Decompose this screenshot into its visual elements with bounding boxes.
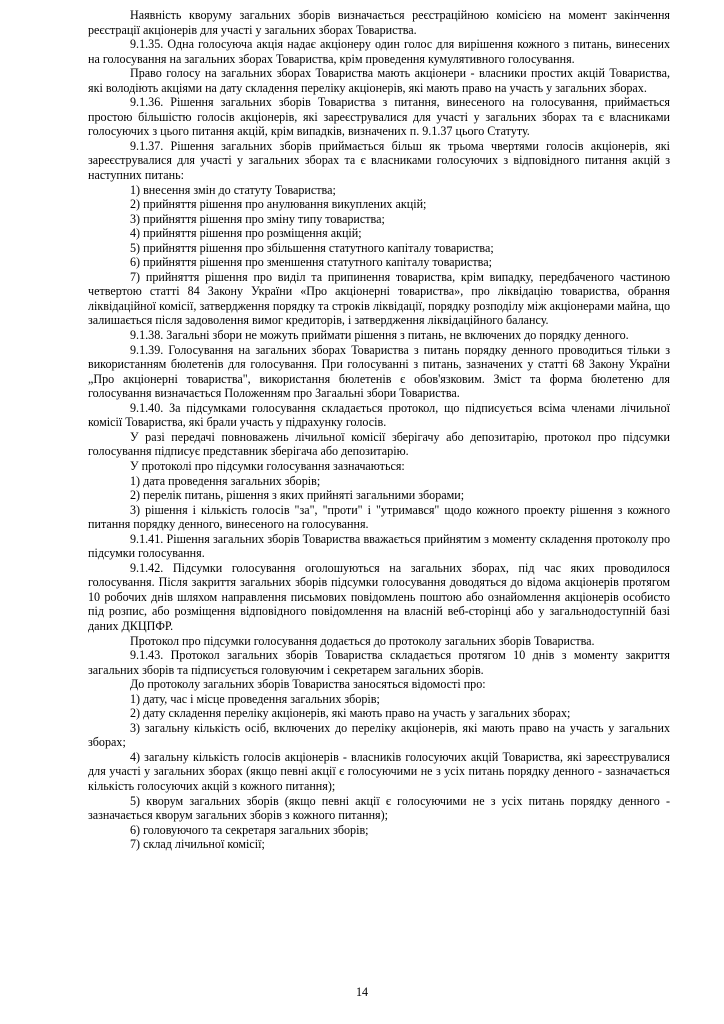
paragraph: 9.1.37. Рішення загальних зборів приймається більш як трьома чвертями голосів акціонерів, які зареєструвалися для участі у загальних зборах та є власниками голосуючих з відповідного питання акцій з наступних питань: — [88, 138, 670, 183]
paragraph: У протоколі про підсумки голосування зазначаються: — [130, 458, 405, 473]
paragraph: У разі передачі повноважень лічильної комісії зберігачу або депозитарію, протокол про підсумки голосування підписує представник зберігача або депозитарію. — [88, 429, 670, 459]
list-item: 7) прийняття рішення про виділ та припинення товариства, крім випадку, передбаченого частиною четвертою статті 84 Закону України «Про акціонерні товариства», про ліквідацію товариства, обрання ліквідаційної комісії, затвердження порядку та строків ліквідації, порядку розподілу між акціонерами майна, що залишається після задоволення вимог кредиторів, і затвердження ліквідаційного балансу. — [88, 269, 670, 328]
paragraph: 9.1.42. Підсумки голосування оголошуються на загальних зборах, під час яких проводилося голосування. Після закриття загальних зборів підсумки голосування доводяться до відома акціонерів протягом 10 робочих днів шляхом направлення письмових повідомлень поштою або ознайомлення акціонерів особисто під розпис, або розміщення відповідного повідомлення на власній веб-сторінці або у загальнодоступній базі даних ДКЦПФР. — [88, 560, 670, 633]
paragraph: Протокол про підсумки голосування додається до протоколу загальних зборів Товариства. — [130, 633, 595, 648]
list-item: 2) прийняття рішення про анулювання викуплених акцій; — [130, 197, 427, 212]
list-item: 3) загальну кількість осіб, включених до переліку акціонерів, які мають право на участь у загальних зборах; — [88, 720, 670, 750]
list-item: 2) дату складення переліку акціонерів, які мають право на участь у загальних зборах; — [130, 706, 571, 721]
paragraph: 9.1.40. За підсумками голосування складається протокол, що підписується всіма членами лічильної комісії Товариства, які брали участь у підрахунку голосів. — [88, 400, 670, 430]
list-item: 6) прийняття рішення про зменшення статутного капіталу товариства; — [130, 255, 492, 270]
paragraph: 9.1.41. Рішення загальних зборів Товариства вважається прийнятим з моменту складення протоколу про підсумки голосування. — [88, 531, 670, 561]
list-item: 1) дату, час і місце проведення загальних зборів; — [130, 691, 380, 706]
list-item: 5) кворум загальних зборів (якщо певні акції є голосуючими не з усіх питань порядку денного - зазначається кворум загальних зборів з кожного питання); — [88, 793, 670, 823]
list-item: 5) прийняття рішення про збільшення статутного капіталу товариства; — [130, 240, 494, 255]
paragraph: 9.1.43. Протокол загальних зборів Товариства складається протягом 10 днів з моменту закриття загальних зборів та підписується головуючим і секретарем загальних зборів. — [88, 648, 670, 677]
list-item: 1) дата проведення загальних зборів; — [130, 473, 321, 488]
list-item: 1) внесення змін до статуту Товариства; — [130, 182, 336, 197]
list-item: 3) рішення і кількість голосів "за", "проти" і "утримався" щодо кожного проекту рішення з кожного питання порядку денного, винесеного на голосування. — [88, 502, 670, 532]
page-number: 14 — [355, 985, 369, 999]
paragraph: До протоколу загальних зборів Товариства заносяться відомості про: — [130, 677, 486, 692]
list-item: 4) прийняття рішення про розміщення акцій; — [130, 226, 362, 241]
list-item: 6) головуючого та секретаря загальних зборів; — [130, 822, 369, 837]
paragraph: 9.1.38. Загальні збори не можуть приймати рішення з питань, не включених до порядку денного. — [130, 328, 629, 343]
list-item: 7) склад лічильної комісії; — [130, 837, 265, 852]
list-item: 2) перелік питань, рішення з яких прийняті загальними зборами; — [130, 488, 465, 503]
list-item: 3) прийняття рішення про зміну типу товариства; — [130, 211, 385, 226]
paragraph: Наявність кворуму загальних зборів визначається реєстраційною комісією на момент закінчення реєстрації акціонерів для участі у загальних зборах Товариства. — [88, 8, 670, 37]
paragraph: 9.1.36. Рішення загальних зборів Товариства з питання, винесеного на голосування, приймається простою більшістю голосів акціонерів, які зареєструвалися для участі у загальних зборах та є власниками голосуючих з цього питання акцій, крім випадків, визначених п. 9.1.37 цього Статуту. — [88, 95, 670, 139]
paragraph: 9.1.39. Голосування на загальних зборах Товариства з питань порядку денного проводиться тільки з використанням бюлетенів для голосування. При голосуванні з питань, зазначених у статті 68 Закону України „Про акціонерні товариства", використання бюлетенів є обов'язковим. Зміст та форма бюлетеню для голосування визначається Положенням про Загаальні збори Товариства. — [88, 342, 670, 401]
paragraph: 9.1.35. Одна голосуюча акція надає акціонеру один голос для вирішення кожного з питань, винесених на голосування на загальних зборах Товариства, крім проведення кумулятивного голосування. — [88, 37, 670, 66]
paragraph: Право голосу на загальних зборах Товариства мають акціонери - власники простих акцій Товариства, які володіють акціями на дату складення переліку акціонерів, які мають право на участь у загальних зборах. — [88, 66, 670, 95]
document-body — [88, 8, 670, 852]
list-item: 4) загальну кількість голосів акціонерів - власників голосуючих акцій Товариства, які зареєструвалися для участі у загальних зборах (якщо певні акції є голосуючими не з усіх питань порядку денного - зазначається кількість голосуючих акцій з кожного питання); — [88, 749, 670, 793]
